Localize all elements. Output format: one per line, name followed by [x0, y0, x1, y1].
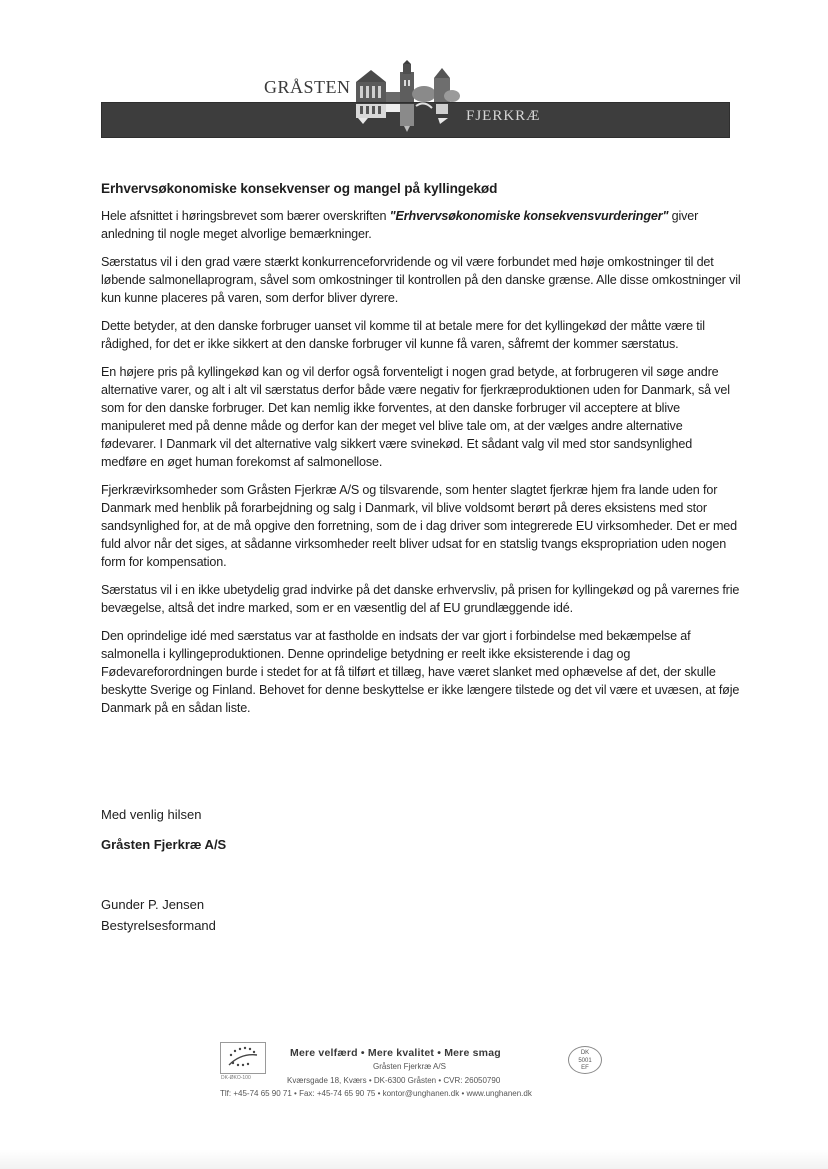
letter-footer — [215, 1040, 615, 1105]
paragraph: Særstatus vil i den grad være stærkt konkurrenceforvridende og vil være forbundet med høje omkostninger til det løbende salmonellaprogram, såvel som omkostninger til kontrollen på den danske grænse. Alle disse omkostninger vil kun kunne placeres på varen, som derfor bliver dyrere. — [101, 255, 741, 305]
footer-company: Gråsten Fjerkræ A/S — [373, 1062, 446, 1071]
eco-caption: DK-ØKO-100 — [221, 1075, 251, 1081]
intro-text-before: Hele afsnittet i høringsbrevet som bærer overskriften — [101, 209, 390, 223]
closing-greeting: Med venlig hilsen — [101, 807, 202, 822]
signer-name: Gunder P. Jensen — [101, 897, 205, 912]
paragraph: Særstatus vil i en ikke ubetydelig grad indvirke på det danske erhvervsliv, på prisen for kyllingekød og på varernes frie bevægelse, altså det indre marked, som er en væsentlig del af EU grundlæggende idé. — [101, 583, 740, 615]
paragraph: Fjerkrævirksomheder som Gråsten Fjerkræ A/S og tilsvarende, som henter slagtet fjerkræ hjem fra lande uden for Danmark med henblik på forarbejdning og salg i Danmark, vil blive voldsomt berørt på deres eksistens med stor sandsynlighed for, at de må opgive den forretning, som de i dag driver som integrerede EU virksomheder. Det er med fuld alvor når det siges, at sådanne virksomheder reelt bliver udsat for en statslig tvangs ekspropriation uden nogen form for kompensation. — [101, 483, 738, 569]
footer-slogan: Mere velfærd • Mere kvalitet • Mere smag — [290, 1047, 501, 1059]
brand-name-bottom: FJERKRÆ — [466, 108, 541, 124]
scan-edge-shadow — [0, 1150, 828, 1169]
badge-line: DK — [580, 1050, 590, 1056]
letterhead — [0, 0, 828, 150]
eu-organic-leaf-icon — [220, 1042, 266, 1074]
dk-approval-badge — [568, 1046, 602, 1074]
section-heading: Erhvervsøkonomiske konsekvenser og mangel på kyllingekød — [101, 181, 498, 196]
paragraph: En højere pris på kyllingekød kan og vil derfor også forventeligt i nogen grad betyde, at forbrugeren vil søge andre alternative varer, og alt i alt vil særstatus derfor både være negativ for fjerkræproduktionen uden for Danmark, så vel som for den danske forbruger. Det kan nemlig ikke forventes, at den danske forbruger vil acceptere at blive manipuleret med på denne måde og derfor kan der meget vel blive tale om, at der vælges andre alternative fødevarer. I Danmark vil det alternative valg sikkert være svinekød. Et sådant valg vil med stor sandsynlighed medføre en øget human forekomst af salmonellose. — [101, 365, 730, 469]
footer-contact: Tlf: +45-74 65 90 71 • Fax: +45-74 65 90 75 • kontor@unghanen.dk • www.unghanen.dk — [220, 1089, 532, 1098]
signature-block — [101, 806, 226, 935]
signer-title: Bestyrelsesformand — [101, 918, 216, 933]
footer-address: Kværsgade 18, Kværs • DK-6300 Gråsten • CVR: 26050790 — [287, 1076, 501, 1085]
brand-name-top: GRÅSTEN — [264, 77, 351, 97]
intro-quoted-title: "Erhvervsøkonomiske konsekvensvurderinger" — [389, 209, 669, 223]
intro-text-after: giver anledning til nogle meget alvorlige bemærkninger. — [101, 209, 699, 241]
badge-line: EF — [581, 1065, 589, 1071]
closing-company: Gråsten Fjerkræ A/S — [101, 837, 227, 852]
paragraph: Dette betyder, at den danske forbruger uanset vil komme til at betale mere for det kyllingekød der måtte være til rådighed, for det er ikke sikkert at den danske forbruger vil kunne få varen, såfremt der kommer særstatus. — [101, 319, 705, 351]
letter-body — [101, 180, 741, 727]
paragraph: Den oprindelige idé med særstatus var at fastholde en indsats der var gjort i forbindelse med bekæmpelse af salmonella i kyllingeproduktionen. Denne oprindelige betydning er reelt ikke eksisterende i dag og Fødevareforordningen burde i stedet for at få tilført et tillæg, have været slanket med ophævelse af det, der skulle beskytte Sverige og Finland. Behovet for denne beskyttelse er ikke længere tilstede og det vil være et uvæsen, at føje Danmark på en sådan liste. — [101, 629, 740, 715]
badge-line: 5001 — [578, 1057, 592, 1064]
intro-paragraph — [101, 207, 741, 243]
castle-logo-icon — [352, 60, 462, 140]
